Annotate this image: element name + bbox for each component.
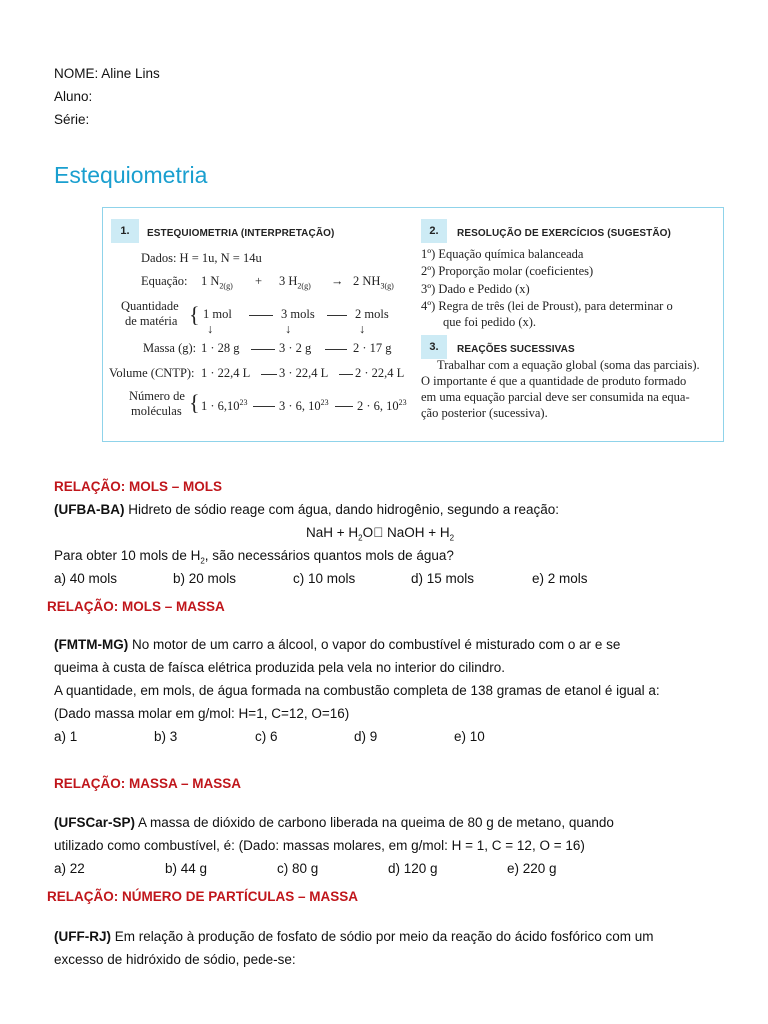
question-1-options <box>54 571 654 591</box>
volume-value-3: 2 · 22,4 L <box>355 366 405 380</box>
massa-label: Massa (g): <box>143 341 197 355</box>
name-line: NOME: Aline Lins <box>54 66 160 81</box>
box3-line-3: em uma equação parcial deve ser consumida na equa- <box>421 390 690 404</box>
aluno-line: Aluno: <box>54 89 93 104</box>
qtd-brace: { <box>189 302 200 327</box>
num-value-1: $1 \cdot 6,10^{23}$ <box>201 398 248 414</box>
eq-h2: 3 $H_{2(g)}$ <box>279 274 311 291</box>
step-2: 2º) Proporção molar (coeficientes) <box>421 264 594 278</box>
step-1: 1º) Equação química balanceada <box>421 247 584 261</box>
option-d: d) 9 <box>354 729 378 744</box>
num-value-3: 2 · 6, $10^{23}$ <box>357 398 407 414</box>
massa-value-3: 2 · 17 g <box>353 341 392 355</box>
section-heading-mols-mols: RELAÇÃO: MOLS – MOLS <box>54 479 222 494</box>
num-label-1: Número de <box>129 389 185 403</box>
option-e: e) 2 mols <box>532 571 588 586</box>
qtd-value-1: 1 mol <box>203 307 232 321</box>
eq-plus: + <box>255 274 263 288</box>
rule <box>327 315 347 316</box>
question-4-line-2: excesso de hidróxido de sódio, pede-se: <box>54 952 296 967</box>
box1-title: ESTEQUIOMETRIA (INTERPRETAÇÃO) <box>147 228 335 239</box>
dados-text: Dados: H = 1u, N = 14u <box>141 251 262 265</box>
question-2-line-4: (Dado massa molar em g/mol: H=1, C=12, O=16) <box>54 706 350 721</box>
serie-line: Série: <box>54 112 90 127</box>
qtd-value-2: 3 mols <box>281 307 315 321</box>
qtd-label-1: Quantidade <box>121 299 179 313</box>
option-c: c) 80 g <box>277 861 319 876</box>
question-1-reaction: NaH + $H_2O $ NaOH + $H_2$ <box>306 525 455 543</box>
option-c: c) 10 mols <box>293 571 356 586</box>
volume-value-2: 3 · 22,4 L <box>279 366 329 380</box>
volume-value-1: 1 · 22,4 L <box>201 366 251 380</box>
step-4b: que foi pedido (x). <box>443 315 537 329</box>
question-2-line-3: A quantidade, em mols, de água formada na combustão completa de 138 gramas de etanol é igual a: <box>54 683 660 698</box>
question-2-line-1: (FMTM-MG) No motor de um carro a álcool, o vapor do combustível é misturado com o ar e se <box>54 637 621 652</box>
option-c: c) 6 <box>255 729 278 744</box>
option-a: a) 22 <box>54 861 85 876</box>
rule <box>261 374 277 375</box>
stoichiometry-figure <box>102 207 724 442</box>
rule <box>335 406 353 407</box>
option-b: b) 3 <box>154 729 178 744</box>
down-arrow-icon: ↓ <box>207 322 214 336</box>
box3-number: 3. <box>421 335 447 359</box>
step-4a: 4º) Regra de três (lei de Proust), para determinar o <box>421 299 673 313</box>
option-d: d) 120 g <box>388 861 438 876</box>
equacao-label: Equação: <box>141 274 188 288</box>
volume-label: Volume (CNTP): <box>109 366 195 380</box>
option-e: e) 220 g <box>507 861 557 876</box>
question-1-prompt: Para obter 10 mols de $H_2$, são necessários quantos mols de água? <box>54 548 454 566</box>
question-2-options <box>54 729 654 749</box>
option-a: a) 1 <box>54 729 78 744</box>
massa-value-1: 1 · 28 g <box>201 341 240 355</box>
num-label-2: moléculas <box>131 404 182 418</box>
option-d: d) 15 mols <box>411 571 475 586</box>
question-2-line-2: queima à custa de faísca elétrica produzida pela vela no interior do cilindro. <box>54 660 506 675</box>
num-value-2: 3 · 6, $10^{23}$ <box>279 398 329 414</box>
question-3-line-2: utilizado como combustível, é: (Dado: massas molares, em g/mol: H = 1, C = 12, O = 16) <box>54 838 585 853</box>
rule <box>339 374 353 375</box>
box1-number: 1. <box>111 219 139 243</box>
rule <box>251 349 275 350</box>
down-arrow-icon: ↓ <box>359 322 366 336</box>
question-4-line-1: (UFF-RJ) Em relação à produção de fosfato de sódio por meio da reação do ácido fosfórico com um <box>54 929 654 944</box>
option-e: e) 10 <box>454 729 485 744</box>
step-3: 3º) Dado e Pedido (x) <box>421 282 530 296</box>
question-1-statement: (UFBA-BA) Hidreto de sódio reage com água, dando hidrogênio, segundo a reação: <box>54 502 560 517</box>
option-b: b) 20 mols <box>173 571 237 586</box>
massa-value-2: 3 · 2 g <box>279 341 312 355</box>
down-arrow-icon: ↓ <box>285 322 292 336</box>
section-heading-massa-massa: RELAÇÃO: MASSA – MASSA <box>54 776 242 791</box>
box2-number: 2. <box>421 219 447 243</box>
box3-line-1: Trabalhar com a equação global (soma das parciais). <box>437 358 700 372</box>
rule <box>249 315 273 316</box>
num-brace: { <box>189 390 200 415</box>
section-heading-mols-massa: RELAÇÃO: MOLS – MASSA <box>47 599 225 614</box>
box3-title: REAÇÕES SUCESSIVAS <box>457 344 575 355</box>
box3-line-4: ção posterior (sucessiva). <box>421 406 548 420</box>
qtd-label-2: de matéria <box>125 314 178 328</box>
section-heading-particulas-massa: RELAÇÃO: NÚMERO DE PARTÍCULAS – MASSA <box>47 889 359 904</box>
question-3-options <box>54 861 654 881</box>
qtd-value-3: 2 mols <box>355 307 389 321</box>
page-title: Estequiometria <box>54 162 208 188</box>
option-a: a) 40 mols <box>54 571 118 586</box>
eq-nh3: 2 $NH_{3(g)}$ <box>353 274 394 291</box>
rule <box>253 406 275 407</box>
question-3-line-1: (UFSCar-SP) A massa de dióxido de carbono liberada na queima de 80 g de metano, quando <box>54 815 614 830</box>
option-b: b) 44 g <box>165 861 208 876</box>
box2-title: RESOLUÇÃO DE EXERCÍCIOS (SUGESTÃO) <box>457 228 671 239</box>
rule <box>325 349 347 350</box>
eq-n2: 1 $N_{2(g)}$ <box>201 274 233 291</box>
box3-line-2: O importante é que a quantidade de produto formado <box>421 374 687 388</box>
eq-arrow: → <box>331 274 344 288</box>
